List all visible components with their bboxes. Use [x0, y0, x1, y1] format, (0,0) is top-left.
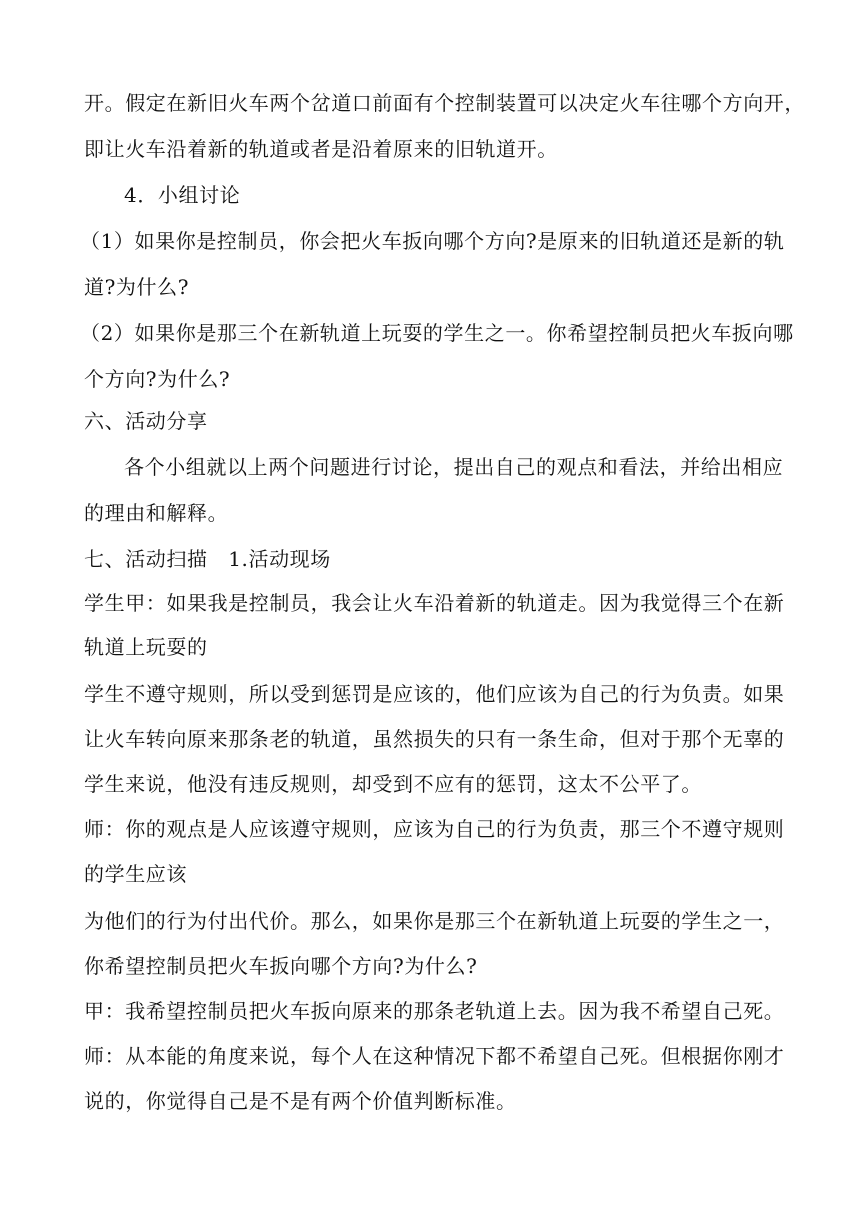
- text-line: 个方向?为什么?: [84, 367, 231, 391]
- section-heading: 七、活动扫描 1.活动现场: [84, 547, 331, 571]
- text-line: 甲：我希望控制员把火车扳向原来的那条老轨道上去。因为我不希望自己死。: [84, 999, 785, 1023]
- text-line: 各个小组就以上两个问题进行讨论，提出自己的观点和看法，并给出相应: [124, 455, 784, 479]
- text-line: 说的，你觉得自己是不是有两个价值判断标准。: [84, 1089, 517, 1113]
- text-line: （2）如果你是那三个在新轨道上玩耍的学生之一。你希望控制员把火车扳向哪: [80, 321, 794, 345]
- section-heading: 4．小组讨论: [124, 183, 241, 207]
- text-line: 的学生应该: [84, 862, 187, 886]
- section-heading: 六、活动分享: [84, 409, 208, 433]
- text-line: 学生来说，他没有违反规则，却受到不应有的惩罚，这太不公平了。: [84, 772, 702, 796]
- text-line: 道?为什么?: [84, 275, 190, 299]
- text-line: 师：从本能的角度来说，每个人在这种情况下都不希望自己死。但根据你刚才: [84, 1044, 785, 1068]
- text-line: 师：你的观点是人应该遵守规则，应该为自己的行为负责，那三个不遵守规则: [84, 817, 785, 841]
- text-line: 为他们的行为付出代价。那么，如果你是那三个在新轨道上玩耍的学生之一，: [84, 909, 785, 933]
- text-line: 学生甲：如果我是控制员，我会让火车沿着新的轨道走。因为我觉得三个在新: [84, 591, 785, 615]
- text-line: 你希望控制员把火车扳向哪个方向?为什么?: [84, 954, 478, 978]
- text-line: 让火车转向原来那条老的轨道，虽然损失的只有一条生命，但对于那个无辜的: [84, 727, 785, 751]
- text-line: 学生不遵守规则，所以受到惩罚是应该的，他们应该为自己的行为负责。如果: [84, 682, 785, 706]
- text-line: 即让火车沿着新的轨道或者是沿着原来的旧轨道开。: [84, 137, 558, 161]
- text-line: 轨道上玩耍的: [84, 635, 208, 659]
- text-line: （1）如果你是控制员，你会把火车扳向哪个方向?是原来的旧轨道还是新的轨: [80, 229, 785, 253]
- text-line: 开。假定在新旧火车两个岔道口前面有个控制装置可以决定火车往哪个方向开，: [84, 91, 805, 115]
- text-line: 的理由和解释。: [84, 501, 229, 525]
